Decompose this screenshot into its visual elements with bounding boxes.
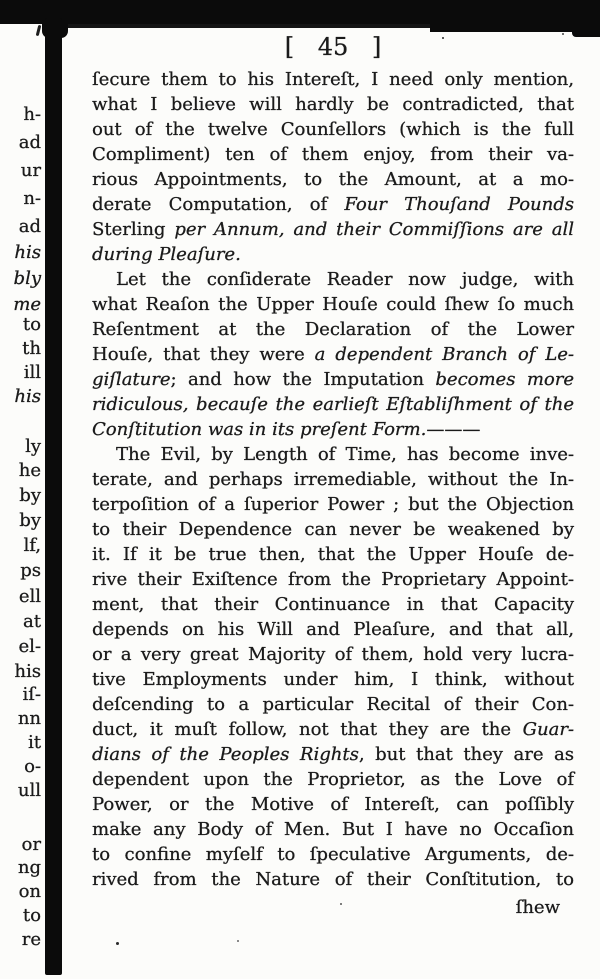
scan-top-edge: [0, 0, 600, 24]
roman-text: to their Dependence can never be weakened by: [92, 519, 574, 540]
margin-fragment: ad: [18, 132, 41, 153]
text-line: [92, 867, 574, 892]
italic-text: Conſtitution was in its preſent Form.: [92, 419, 427, 440]
roman-text: Compliment) ten of them enjoy, from their va-: [92, 144, 574, 165]
margin-fragment: h-: [23, 104, 41, 125]
roman-text: Houſe, that they were: [92, 344, 315, 365]
text-line: [92, 242, 574, 267]
text-line: [92, 367, 574, 392]
text-line: [92, 617, 574, 642]
left-margin-fragments: [0, 0, 42, 979]
text-line: [92, 167, 574, 192]
scan-top-right-corner: [572, 24, 600, 37]
text-line: [92, 567, 574, 592]
roman-text: make any Body of Men. But I have no Occaſion: [92, 819, 574, 840]
text-line: [92, 542, 574, 567]
roman-text: what I believe will hardly be contradicted, that: [92, 94, 574, 115]
italic-text: during Pleaſure.: [92, 244, 241, 265]
roman-text: terpoſition of a ſuperior Power ; but the Objection: [92, 494, 574, 515]
margin-fragment: to: [22, 314, 41, 335]
text-line: [92, 342, 574, 367]
margin-fragment: ell: [18, 586, 41, 607]
roman-text: what Reaſon the Upper Houſe could ſhew ſo much: [92, 294, 574, 315]
text-line: [92, 717, 574, 742]
roman-text: Reſentment at the Declaration of the Lower: [92, 319, 574, 340]
text-line: [92, 142, 574, 167]
roman-text: Power, or the Motive of Intereſt, can poſſibly: [92, 794, 574, 815]
text-line: [92, 67, 574, 92]
text-line: [92, 417, 574, 442]
text-line: [92, 492, 574, 517]
margin-fragment: me: [13, 294, 41, 315]
text-line: [92, 767, 574, 792]
roman-text: rive their Exiſtence from the Proprietary Appoint-: [92, 569, 574, 590]
roman-text: or a very great Majority of them, hold very lucra-: [92, 644, 574, 665]
roman-text: tive Employments under him, I think, without: [92, 669, 574, 690]
margin-fragment: or: [21, 834, 41, 855]
ink-speck: [116, 942, 119, 945]
italic-text: dians of the Peoples Rights: [92, 744, 359, 765]
text-line: [92, 592, 574, 617]
margin-fragment: nn: [17, 708, 41, 729]
roman-text: ; and how the Imputation: [170, 369, 436, 390]
italic-text: becomes more: [435, 369, 574, 390]
margin-fragment: re: [21, 929, 41, 950]
italic-text: a dependent Branch of Le-: [314, 344, 574, 365]
roman-text: , but that they are as: [358, 744, 575, 765]
margin-fragment: on: [18, 881, 41, 902]
margin-fragment: ur: [20, 160, 41, 181]
text-line: [92, 667, 574, 692]
text-line: [92, 92, 574, 117]
text-line: [92, 192, 574, 217]
text-line: [92, 642, 574, 667]
roman-text: terate, and perhaps irremediable, without the In-: [92, 469, 574, 490]
roman-text: depends on his Will and Pleaſure, and that all,: [92, 619, 574, 640]
margin-fragment: lf,: [23, 535, 41, 556]
margin-fragment: it: [28, 732, 41, 753]
roman-text: The Evil, by Length of Time, has become inve-: [116, 444, 574, 465]
margin-fragment: by: [19, 510, 41, 531]
italic-text: ridiculous, becauſe the earlieſt Eſtabliſhment of the: [92, 394, 574, 415]
catchword: ſhew: [515, 897, 560, 918]
margin-fragment: at: [23, 611, 41, 632]
margin-fragment: to: [22, 905, 41, 926]
margin-fragment: ps: [20, 560, 41, 581]
margin-fragment: by: [19, 485, 41, 506]
margin-fragment: ull: [17, 780, 41, 801]
text-line: [92, 292, 574, 317]
margin-fragment: his: [14, 386, 41, 407]
margin-fragment: ad: [18, 216, 41, 237]
text-line: [92, 317, 574, 342]
margin-fragment: he: [18, 460, 41, 481]
text-line: [92, 517, 574, 542]
margin-fragment: el-: [18, 636, 41, 657]
text-line: [92, 117, 574, 142]
page-number: [ 45 ]: [284, 33, 382, 61]
ink-speck: [340, 903, 342, 905]
margin-fragment: o-: [24, 756, 41, 777]
margin-fragment: n-: [23, 188, 41, 209]
roman-text: to confine myſelf to ſpeculative Arguments, de-: [92, 844, 574, 865]
roman-text: ———: [426, 419, 481, 440]
margin-fragment: ill: [23, 362, 41, 383]
roman-text: rious Appointments, to the Amount, at a mo-: [92, 169, 574, 190]
roman-text: derate Computation, of: [92, 194, 345, 215]
roman-text: it. If it be true then, that the Upper Houſe de-: [92, 544, 574, 565]
ink-speck: [442, 37, 444, 39]
text-line: [92, 742, 574, 767]
margin-fragment: bly: [13, 268, 41, 289]
ink-speck: [237, 940, 239, 942]
roman-text: out of the twelve Counſellors (which is the full: [92, 119, 574, 140]
margin-fragment: his: [14, 242, 41, 263]
roman-text: ſecure them to his Intereſt, I need only mention,: [92, 69, 574, 90]
text-line: [92, 817, 574, 842]
text-line: [92, 692, 574, 717]
roman-text: ment, that their Continuance in that Capacity: [92, 594, 574, 615]
italic-text: per Annum, and their Commiſſions are all: [174, 219, 574, 240]
roman-text: Sterling: [92, 219, 175, 240]
text-line: [92, 792, 574, 817]
text-line: [92, 842, 574, 867]
margin-fragment: th: [22, 338, 41, 359]
text-line: [92, 467, 574, 492]
text-block: [92, 67, 574, 892]
roman-text: deſcending to a particular Recital of their Con-: [92, 694, 574, 715]
roman-text: Let the conſiderate Reader now judge, with: [116, 269, 574, 290]
roman-text: rived from the Nature of their Conſtitution, to: [92, 869, 574, 890]
roman-text: duct, it muſt follow, not that they are the: [92, 719, 523, 740]
text-line: [92, 442, 574, 467]
roman-text: dependent upon the Proprietor, as the Love of: [92, 769, 574, 790]
italic-text: Guar-: [522, 719, 574, 740]
text-line: [92, 392, 574, 417]
italic-text: giſlature: [92, 369, 171, 390]
italic-text: Four Thouſand Pounds: [344, 194, 574, 215]
book-gutter-bar: [45, 18, 62, 975]
margin-fragment: his: [14, 661, 41, 682]
ink-speck: [562, 33, 564, 35]
text-line: [92, 217, 574, 242]
margin-fragment: iſ-: [22, 684, 41, 705]
margin-fragment: ly: [25, 436, 41, 457]
text-line: [92, 267, 574, 292]
margin-fragment: ng: [17, 857, 41, 878]
